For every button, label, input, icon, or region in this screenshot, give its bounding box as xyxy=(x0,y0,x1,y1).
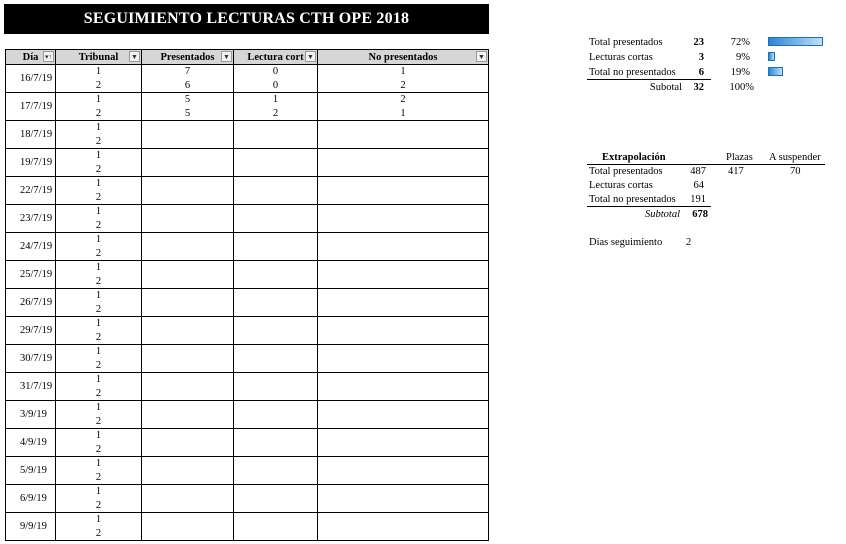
cortas-value xyxy=(234,359,317,373)
no-cell[interactable] xyxy=(318,289,489,317)
tribunal-cell[interactable] xyxy=(56,429,142,457)
presentados-value xyxy=(142,163,233,177)
tribunal-value: 2 xyxy=(95,387,102,399)
cortas-value xyxy=(234,135,317,149)
no-value xyxy=(318,485,488,499)
presentados-value xyxy=(142,261,233,275)
presentados-cell[interactable] xyxy=(142,429,234,457)
no-value xyxy=(318,233,488,247)
no-cell[interactable] xyxy=(318,121,489,149)
day-cell[interactable]: 26/7/19 xyxy=(6,289,56,317)
extrap-value: 487 xyxy=(690,166,706,177)
summary-pct: 9% xyxy=(736,52,750,63)
no-value xyxy=(318,373,488,387)
dias-label: Días seguimiento xyxy=(589,237,663,248)
cortas-cell[interactable] xyxy=(234,289,318,317)
presentados-value xyxy=(142,401,233,415)
no-value: 1 xyxy=(400,66,406,77)
no-cell[interactable] xyxy=(318,513,489,541)
tribunal-value: 1 xyxy=(95,178,102,189)
presentados-value xyxy=(142,513,233,527)
presentados-value xyxy=(142,485,233,499)
tribunal-value: 1 xyxy=(95,430,102,441)
tribunal-value: 2 xyxy=(95,527,102,539)
filter-dropdown-icon[interactable]: ▼ xyxy=(129,51,140,62)
extrap-label: Lecturas cortas xyxy=(589,180,653,191)
presentados-cell[interactable] xyxy=(142,149,234,177)
day-cell[interactable]: 4/9/19 xyxy=(6,429,56,457)
cortas-value xyxy=(234,457,317,471)
presentados-value xyxy=(142,177,233,191)
presentados-value xyxy=(142,359,233,373)
table-row xyxy=(6,65,489,93)
presentados-value: 7 xyxy=(184,66,191,77)
tribunal-value: 1 xyxy=(95,514,102,525)
tribunal-value: 1 xyxy=(95,150,102,161)
tribunal-cell[interactable] xyxy=(56,513,142,541)
subtotal-label: Subotal xyxy=(649,82,682,93)
cortas-value xyxy=(234,401,317,415)
presentados-cell[interactable] xyxy=(142,93,234,121)
day-cell[interactable]: 3/9/19 xyxy=(6,401,56,429)
tribunal-cell[interactable] xyxy=(56,177,142,205)
presentados-value xyxy=(142,317,233,331)
cortas-value: 2 xyxy=(272,107,279,119)
cortas-value xyxy=(234,191,317,205)
table-row xyxy=(6,149,489,177)
cortas-cell[interactable] xyxy=(234,485,318,513)
tribunal-value: 2 xyxy=(95,275,102,287)
tribunal-cell[interactable] xyxy=(56,149,142,177)
tribunal-cell[interactable] xyxy=(56,205,142,233)
table-row xyxy=(6,513,489,541)
table-row xyxy=(6,345,489,373)
presentados-value xyxy=(142,443,233,457)
presentados-value xyxy=(142,415,233,429)
data-bar xyxy=(768,67,783,76)
cortas-value: 0 xyxy=(272,66,279,77)
no-value xyxy=(318,219,488,233)
tribunal-cell[interactable] xyxy=(56,121,142,149)
day-cell[interactable]: 25/7/19 xyxy=(6,261,56,289)
cortas-value: 1 xyxy=(272,94,279,105)
subtotal-pct: 100% xyxy=(729,82,754,93)
cortas-value xyxy=(234,163,317,177)
no-value xyxy=(318,359,488,373)
no-cell[interactable] xyxy=(318,401,489,429)
presentados-cell[interactable] xyxy=(142,345,234,373)
presentados-cell[interactable] xyxy=(142,457,234,485)
summary-value: 3 xyxy=(698,52,704,63)
cortas-cell[interactable] xyxy=(234,233,318,261)
presentados-value xyxy=(142,331,233,345)
cortas-value xyxy=(234,219,317,233)
tribunal-value: 1 xyxy=(95,66,102,77)
cortas-value xyxy=(234,513,317,527)
no-value: 2 xyxy=(400,79,406,91)
day-cell[interactable]: 18/7/19 xyxy=(6,121,56,149)
presentados-value xyxy=(142,429,233,443)
lecturas-table xyxy=(5,49,489,541)
no-value: 2 xyxy=(400,94,406,105)
summary-pct: 72% xyxy=(730,37,750,48)
cortas-cell[interactable] xyxy=(234,177,318,205)
cortas-cell[interactable] xyxy=(234,149,318,177)
plazas-header: Plazas xyxy=(726,152,753,163)
day-cell[interactable]: 17/7/19 xyxy=(6,93,56,121)
cortas-value xyxy=(234,373,317,387)
tribunal-cell[interactable] xyxy=(56,289,142,317)
tribunal-value: 1 xyxy=(95,262,102,273)
cortas-value xyxy=(234,345,317,359)
cortas-cell[interactable] xyxy=(234,457,318,485)
presentados-value xyxy=(142,247,233,261)
day-cell[interactable]: 31/7/19 xyxy=(6,373,56,401)
no-value xyxy=(318,121,488,135)
no-value xyxy=(318,415,488,429)
presentados-value xyxy=(142,191,233,205)
extrapolacion-header: Extrapolación xyxy=(602,152,666,163)
tribunal-cell[interactable] xyxy=(56,65,142,93)
no-cell[interactable] xyxy=(318,485,489,513)
day-cell[interactable]: 6/9/19 xyxy=(6,485,56,513)
tribunal-value: 2 xyxy=(95,331,102,343)
col-header-no-presentados[interactable]: No presentados ▼ xyxy=(318,50,489,65)
table-header-row xyxy=(6,50,489,65)
cortas-cell[interactable] xyxy=(234,373,318,401)
no-value xyxy=(318,429,488,443)
no-value xyxy=(318,443,488,457)
no-cell[interactable] xyxy=(318,149,489,177)
subtotal-value: 32 xyxy=(693,82,704,93)
no-value xyxy=(318,289,488,303)
cortas-value xyxy=(234,247,317,261)
presentados-value xyxy=(142,289,233,303)
filter-dropdown-icon[interactable]: ▼ xyxy=(476,51,487,62)
tribunal-cell[interactable] xyxy=(56,261,142,289)
cortas-value xyxy=(234,317,317,331)
tribunal-cell[interactable] xyxy=(56,93,142,121)
no-cell[interactable] xyxy=(318,93,489,121)
presentados-cell[interactable] xyxy=(142,205,234,233)
presentados-cell[interactable] xyxy=(142,177,234,205)
cortas-value xyxy=(234,121,317,135)
presentados-value xyxy=(142,457,233,471)
day-cell[interactable]: 5/9/19 xyxy=(6,457,56,485)
table-row xyxy=(6,429,489,457)
extrap-label: Total no presentados xyxy=(589,194,676,205)
summary-label: Total presentados xyxy=(589,37,663,48)
summary-value: 6 xyxy=(698,67,704,78)
cortas-value: 0 xyxy=(272,79,279,91)
sort-filter-icon[interactable]: ▾↑ xyxy=(44,53,52,61)
day-cell[interactable]: 9/9/19 xyxy=(6,513,56,541)
no-value xyxy=(318,317,488,331)
no-value xyxy=(318,345,488,359)
table-row xyxy=(6,233,489,261)
no-cell[interactable] xyxy=(318,457,489,485)
cortas-cell[interactable] xyxy=(234,121,318,149)
presentados-cell[interactable] xyxy=(142,373,234,401)
day-cell[interactable]: 29/7/19 xyxy=(6,317,56,345)
tribunal-value: 2 xyxy=(95,359,102,371)
no-value xyxy=(318,177,488,191)
no-value xyxy=(318,191,488,205)
no-cell[interactable] xyxy=(318,373,489,401)
cortas-value xyxy=(234,331,317,345)
col-header-presentados[interactable]: Presentados ▼ xyxy=(142,50,234,65)
suspender-header: A suspender xyxy=(769,152,821,163)
presentados-value xyxy=(142,373,233,387)
filter-dropdown-icon[interactable]: ▼ xyxy=(305,51,316,62)
cortas-cell[interactable] xyxy=(234,401,318,429)
cortas-value xyxy=(234,527,317,541)
no-value xyxy=(318,149,488,163)
day-cell[interactable]: 16/7/19 xyxy=(6,65,56,93)
no-value xyxy=(318,261,488,275)
cortas-cell[interactable] xyxy=(234,317,318,345)
cortas-value xyxy=(234,303,317,317)
no-value xyxy=(318,499,488,513)
cortas-value xyxy=(234,275,317,289)
tribunal-value: 1 xyxy=(95,206,102,217)
presentados-value xyxy=(142,275,233,289)
no-value xyxy=(318,275,488,289)
cortas-cell[interactable] xyxy=(234,205,318,233)
cortas-value xyxy=(234,415,317,429)
presentados-cell[interactable] xyxy=(142,317,234,345)
tribunal-value: 1 xyxy=(95,122,102,133)
tribunal-cell[interactable] xyxy=(56,345,142,373)
summary-pct: 19% xyxy=(730,67,750,78)
suspender-value: 70 xyxy=(790,166,801,177)
cortas-cell[interactable] xyxy=(234,345,318,373)
tribunal-value: 2 xyxy=(95,135,102,147)
sheet-title: SEGUIMIENTO LECTURAS CTH OPE 2018 xyxy=(4,4,489,34)
day-cell[interactable]: 24/7/19 xyxy=(6,233,56,261)
tribunal-value: 2 xyxy=(95,191,102,203)
day-cell[interactable]: 30/7/19 xyxy=(6,345,56,373)
day-cell[interactable]: 19/7/19 xyxy=(6,149,56,177)
cortas-value xyxy=(234,289,317,303)
cortas-cell[interactable] xyxy=(234,261,318,289)
cortas-value xyxy=(234,499,317,513)
tribunal-value: 1 xyxy=(95,374,102,385)
cortas-value xyxy=(234,261,317,275)
tribunal-cell[interactable] xyxy=(56,233,142,261)
tribunal-value: 1 xyxy=(95,486,102,497)
presentados-cell[interactable] xyxy=(142,65,234,93)
data-bar xyxy=(768,52,775,61)
no-value: 1 xyxy=(400,107,406,119)
col-header-dia[interactable]: Día ▾↑ xyxy=(6,50,56,65)
tribunal-value: 1 xyxy=(95,458,102,469)
cortas-value xyxy=(234,205,317,219)
extrap-label: Total presentados xyxy=(589,166,663,177)
summary-value: 23 xyxy=(693,37,704,48)
presentados-value xyxy=(142,387,233,401)
table-row xyxy=(6,457,489,485)
cortas-cell[interactable] xyxy=(234,513,318,541)
presentados-value xyxy=(142,219,233,233)
no-cell[interactable] xyxy=(318,261,489,289)
no-value xyxy=(318,331,488,345)
presentados-value: 6 xyxy=(184,79,191,91)
table-row xyxy=(6,289,489,317)
filter-dropdown-icon[interactable]: ▼ xyxy=(221,51,232,62)
presentados-cell[interactable] xyxy=(142,485,234,513)
no-cell[interactable] xyxy=(318,345,489,373)
tribunal-value: 2 xyxy=(95,303,102,315)
tribunal-value: 2 xyxy=(95,247,102,259)
tribunal-value: 2 xyxy=(95,219,102,231)
no-value xyxy=(318,135,488,149)
no-value xyxy=(318,163,488,177)
col-header-tribunal[interactable]: Tribunal ▼ xyxy=(56,50,142,65)
no-value xyxy=(318,527,488,541)
presentados-value xyxy=(142,499,233,513)
tribunal-value: 2 xyxy=(95,415,102,427)
presentados-cell[interactable] xyxy=(142,401,234,429)
table-row xyxy=(6,177,489,205)
no-value xyxy=(318,387,488,401)
cortas-value xyxy=(234,471,317,485)
extrap-value: 191 xyxy=(690,194,706,205)
presentados-value: 5 xyxy=(184,94,191,105)
presentados-value xyxy=(142,303,233,317)
extrap-subtotal-value: 678 xyxy=(692,209,708,220)
cortas-value xyxy=(234,443,317,457)
no-cell[interactable] xyxy=(318,177,489,205)
cortas-value xyxy=(234,177,317,191)
cortas-cell[interactable] xyxy=(234,65,318,93)
no-value xyxy=(318,247,488,261)
no-cell[interactable] xyxy=(318,429,489,457)
presentados-cell[interactable] xyxy=(142,261,234,289)
presentados-cell[interactable] xyxy=(142,121,234,149)
presentados-value xyxy=(142,135,233,149)
tribunal-value: 1 xyxy=(95,318,102,329)
plazas-value: 417 xyxy=(728,166,744,177)
tribunal-cell[interactable] xyxy=(56,373,142,401)
no-value xyxy=(318,457,488,471)
table-row xyxy=(6,93,489,121)
cortas-value xyxy=(234,429,317,443)
dias-value: 2 xyxy=(686,237,692,248)
tribunal-value: 2 xyxy=(95,107,102,119)
day-cell[interactable]: 23/7/19 xyxy=(6,205,56,233)
summary-label: Lecturas cortas xyxy=(589,52,653,63)
table-row xyxy=(6,205,489,233)
presentados-value xyxy=(142,345,233,359)
cortas-cell[interactable] xyxy=(234,429,318,457)
presentados-cell[interactable] xyxy=(142,513,234,541)
presentados-cell[interactable] xyxy=(142,289,234,317)
table-row xyxy=(6,373,489,401)
presentados-value xyxy=(142,205,233,219)
tribunal-value: 1 xyxy=(95,234,102,245)
summary-label: Total no presentados xyxy=(589,67,676,78)
tribunal-cell[interactable] xyxy=(56,317,142,345)
presentados-value xyxy=(142,149,233,163)
cortas-value xyxy=(234,485,317,499)
no-value xyxy=(318,303,488,317)
extrap-value: 64 xyxy=(693,180,704,191)
tribunal-value: 1 xyxy=(95,290,102,301)
cortas-value xyxy=(234,387,317,401)
day-cell[interactable]: 22/7/19 xyxy=(6,177,56,205)
presentados-cell[interactable] xyxy=(142,233,234,261)
cortas-value xyxy=(234,149,317,163)
no-cell[interactable] xyxy=(318,65,489,93)
table-row xyxy=(6,317,489,345)
no-cell[interactable] xyxy=(318,317,489,345)
cortas-value xyxy=(234,233,317,247)
no-value xyxy=(318,471,488,485)
col-header-lectura-cort[interactable]: Lectura cort ▼ xyxy=(234,50,318,65)
cortas-cell[interactable] xyxy=(234,93,318,121)
no-value xyxy=(318,513,488,527)
tribunal-value: 2 xyxy=(95,443,102,455)
presentados-value xyxy=(142,471,233,485)
tribunal-value: 1 xyxy=(95,94,102,105)
table-row xyxy=(6,121,489,149)
tribunal-cell[interactable] xyxy=(56,457,142,485)
tribunal-value: 2 xyxy=(95,163,102,175)
presentados-value: 5 xyxy=(184,107,191,119)
tribunal-value: 2 xyxy=(95,471,102,483)
presentados-value xyxy=(142,121,233,135)
no-value xyxy=(318,401,488,415)
presentados-value xyxy=(142,527,233,541)
no-cell[interactable] xyxy=(318,233,489,261)
data-bar xyxy=(768,37,823,46)
table-row xyxy=(6,261,489,289)
tribunal-value: 1 xyxy=(95,346,102,357)
table-row xyxy=(6,485,489,513)
tribunal-cell[interactable] xyxy=(56,401,142,429)
tribunal-value: 2 xyxy=(95,79,102,91)
no-value xyxy=(318,205,488,219)
no-cell[interactable] xyxy=(318,205,489,233)
tribunal-value: 2 xyxy=(95,499,102,511)
tribunal-cell[interactable] xyxy=(56,485,142,513)
presentados-value xyxy=(142,233,233,247)
extrap-subtotal-label: Subtotal xyxy=(644,209,680,220)
tribunal-value: 1 xyxy=(95,402,102,413)
table-row xyxy=(6,401,489,429)
